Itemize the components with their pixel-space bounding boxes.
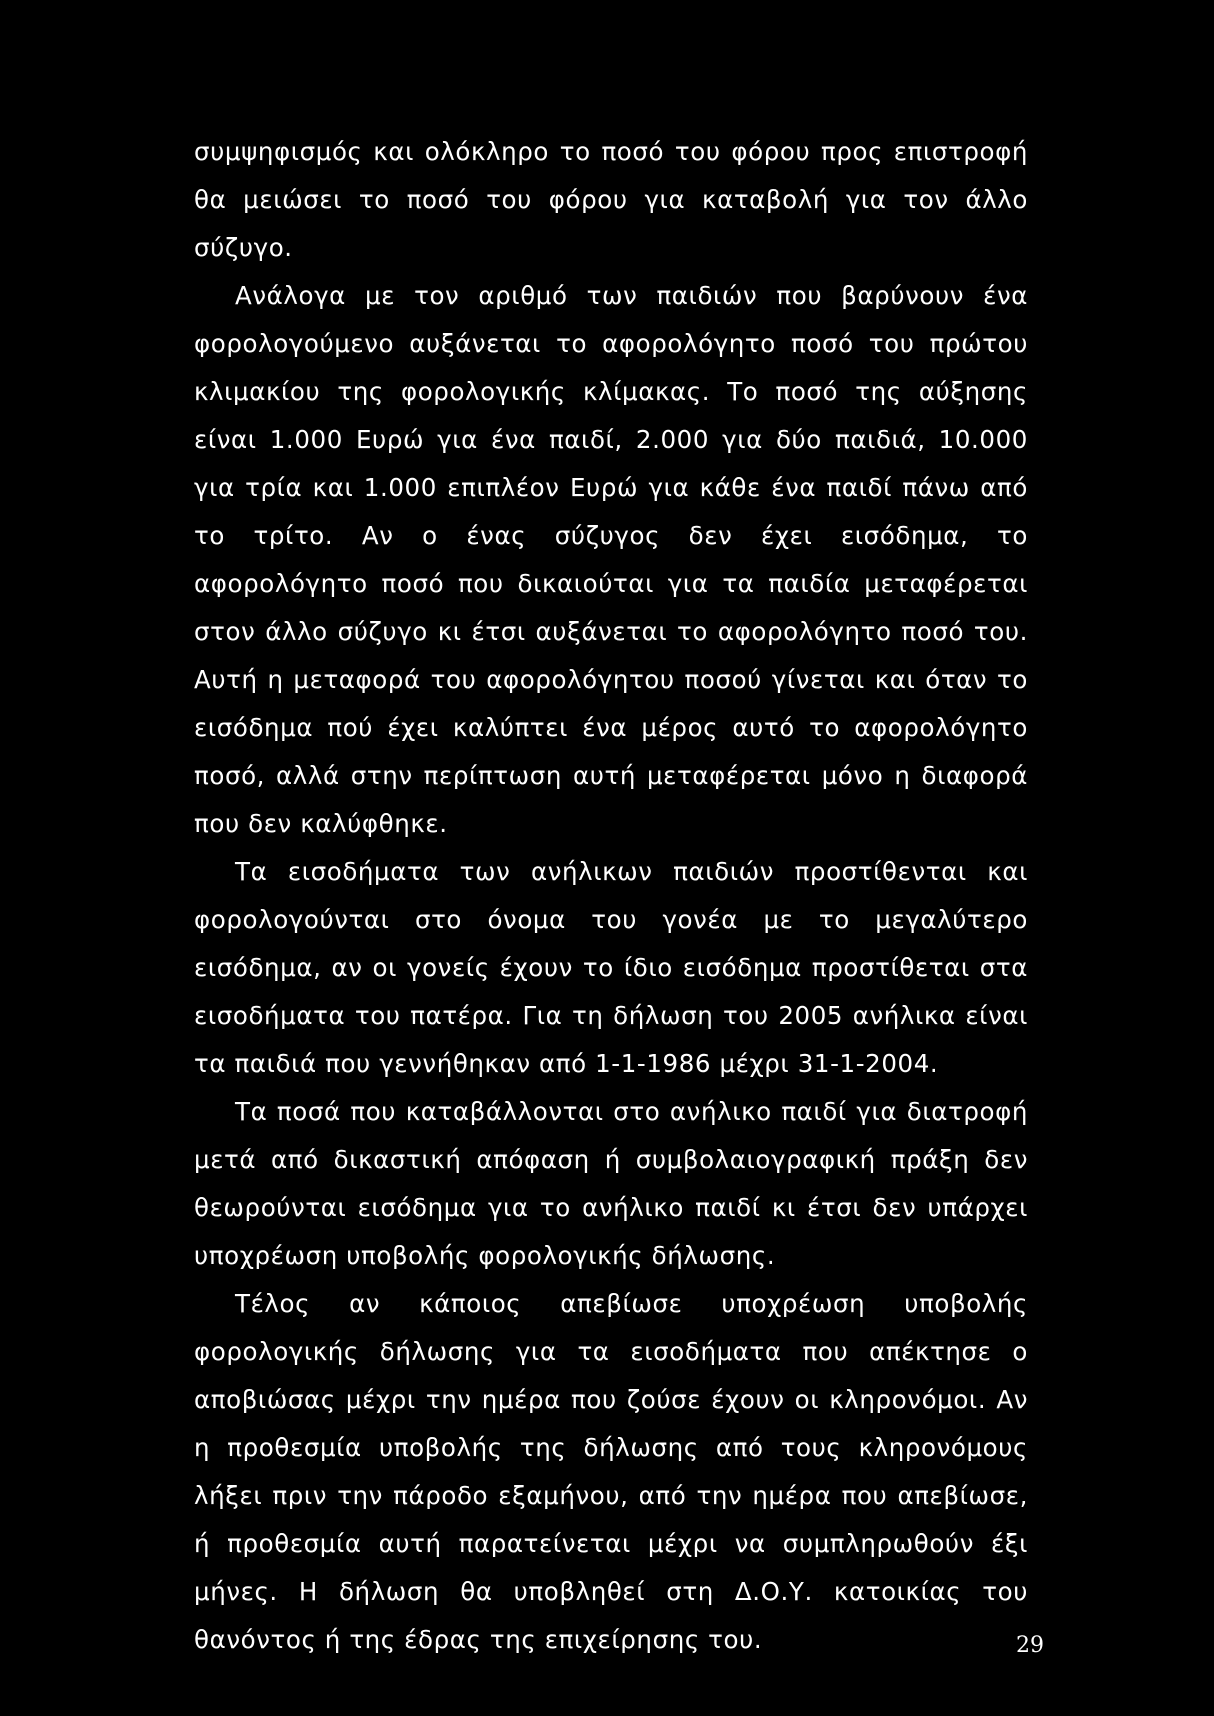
page-number: 29 xyxy=(1016,1633,1044,1658)
paragraph-children-allowance: Ανάλογα με τον αριθμό των παιδιών που βαρύνουν ένα φορολογούμενο αυξάνεται το αφορολόγητο ποσό του πρώτου κλιμακίου της φορολογικής κλίμακας. Το ποσό της αύξησης είναι 1.000 Ευρώ για ένα παιδί, 2.000 για δύο παιδιά, 10.000 για τρία και 1.000 επιπλέον Ευρώ για κάθε ένα παιδί πάνω από το τρίτο. Αν ο ένας σύζυγος δεν έχει εισόδημα, το αφορολόγητο ποσό που δικαιούται για τα παιδία μεταφέρεται στον άλλο σύζυγο κι έτσι αυξάνεται το αφορολόγητο ποσό του. Αυτή η μεταφορά του αφορολόγητου ποσού γίνεται και όταν το εισόδημα πού έχει καλύπτει ένα μέρος αυτό το αφορολόγητο ποσό, αλλά στην περίπτωση αυτή μεταφέρεται μόνο η διαφορά που δεν καλύφθηκε. xyxy=(194,281,1028,838)
body-text xyxy=(194,128,1028,1664)
paragraph-deceased-filing: Τέλος αν κάποιος απεβίωσε υποχρέωση υποβολής φορολογικής δήλωσης για τα εισοδήματα που απέκτησε ο αποβιώσας μέχρι την ημέρα που ζούσε έχουν οι κληρονόμοι. Αν η προθεσμία υποβολής της δήλωσης από τους κληρονόμους λήξει πριν την πάροδο εξαμήνου, από την ημέρα που απεβίωσε, ή προθεσμία αυτή παρατείνεται μέχρι να συμπληρωθούν έξι μήνες. Η δήλωση θα υποβληθεί στη Δ.Ο.Υ. κατοικίας του θανόντος ή της έδρας της επιχείρησης του. xyxy=(194,1289,1028,1654)
paragraph-minor-income: Τα εισοδήματα των ανήλικων παιδιών προστίθενται και φορολογούνται στο όνομα του γονέα με το μεγαλύτερο εισόδημα, αν οι γονείς έχουν το ίδιο εισόδημα προστίθεται στα εισοδήματα του πατέρα. Για τη δήλωση του 2005 ανήλικα είναι τα παιδιά που γεννήθηκαν από 1-1-1986 μέχρι 31-1-2004. xyxy=(194,857,1028,1078)
paragraph-alimony: Τα ποσά που καταβάλλονται στο ανήλικο παιδί για διατροφή μετά από δικαστική απόφαση ή συμβολαιογραφική πράξη δεν θεωρούνται εισόδημα για το ανήλικο παιδί κι έτσι δεν υπάρχει υποχρέωση υποβολής φορολογικής δήλωσης. xyxy=(194,1097,1028,1270)
paragraph-continuation: συμψηφισμός και ολόκληρο το ποσό του φόρου προς επιστροφή θα μειώσει το ποσό του φόρου για καταβολή για τον άλλο σύζυγο. xyxy=(194,137,1028,262)
